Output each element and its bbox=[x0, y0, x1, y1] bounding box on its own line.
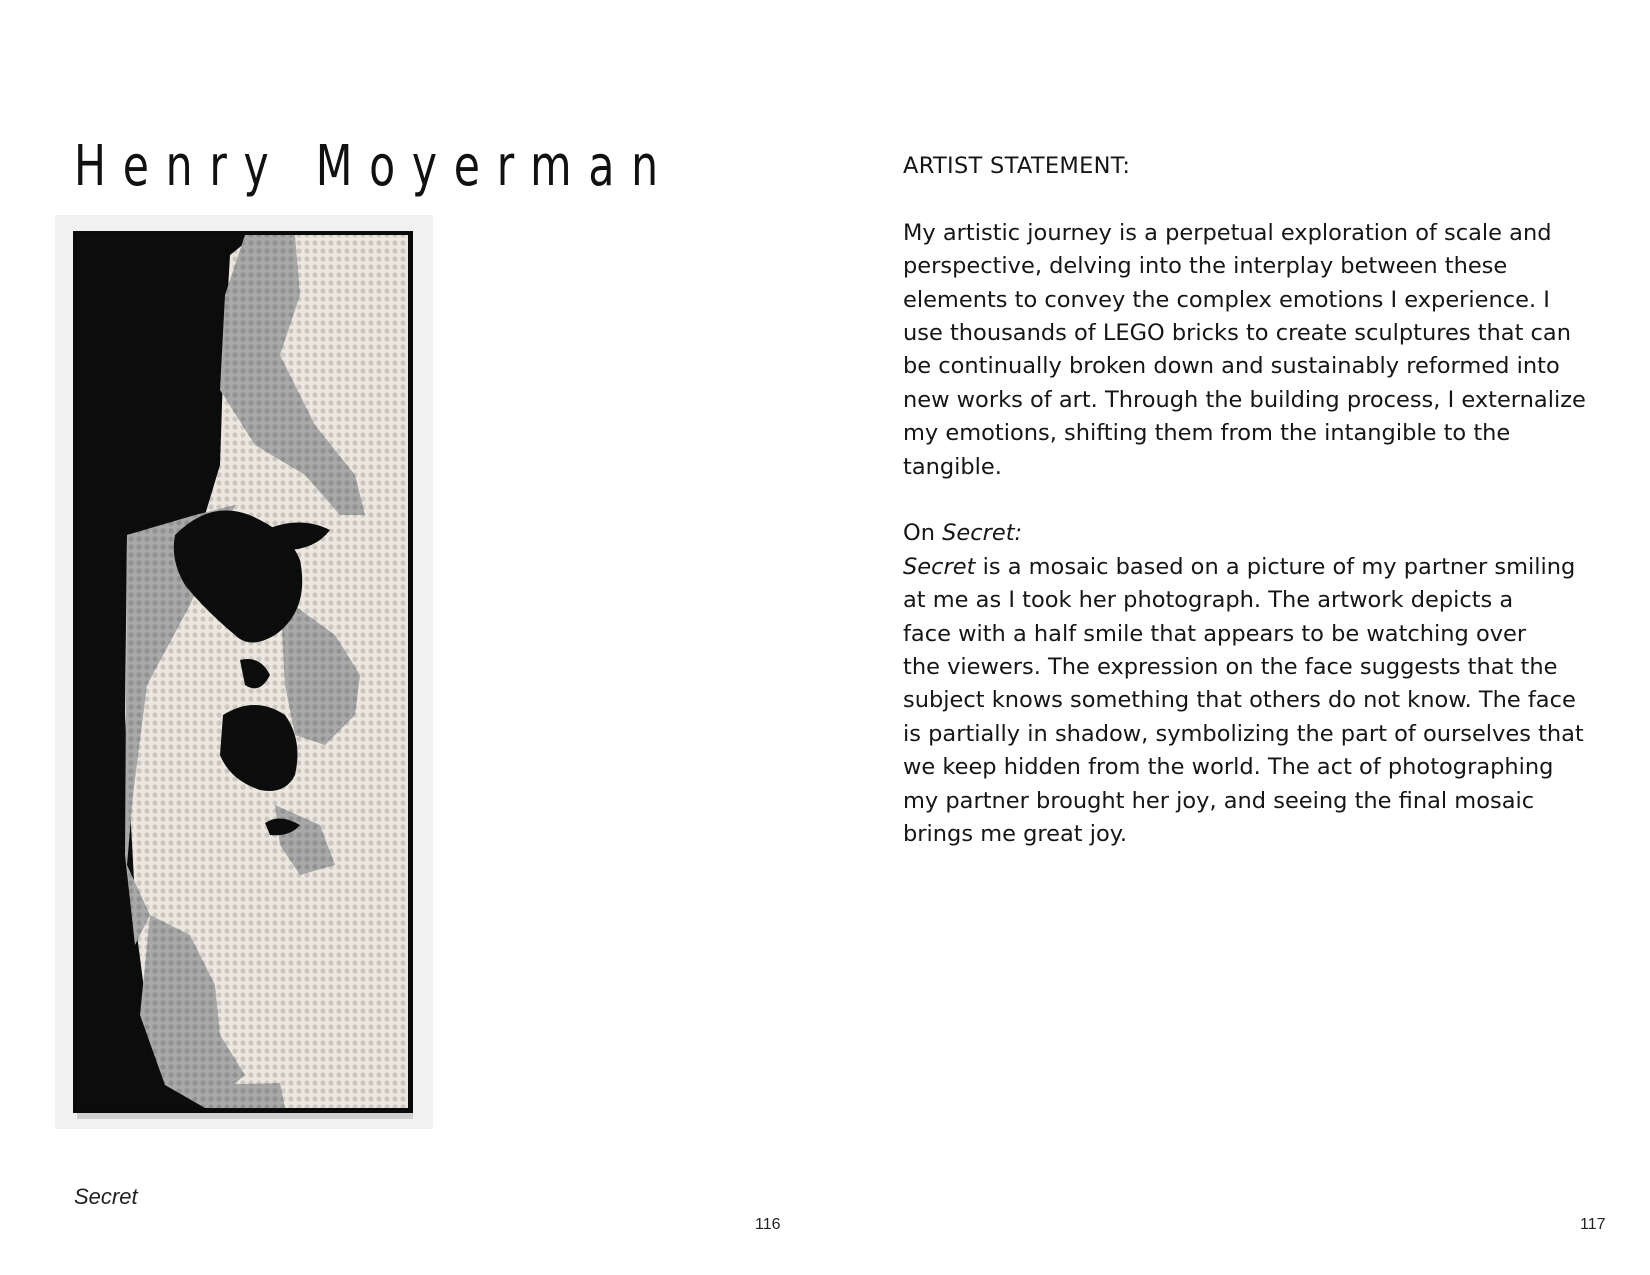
artwork-caption: Secret bbox=[74, 1184, 138, 1209]
on-secret-title: Secret: bbox=[942, 520, 1023, 547]
artwork-image bbox=[55, 215, 433, 1129]
secret-first-line-rest: is a mosaic based on a picture of my partner smiling bbox=[975, 553, 1576, 580]
secret-line: brings me great joy. bbox=[903, 821, 1128, 848]
on-secret-prefix: On bbox=[903, 520, 943, 547]
artist-name: Henry Moyerman bbox=[74, 134, 675, 199]
statement-line: My artistic journey is a perpetual exploration of scale and bbox=[903, 219, 1552, 246]
lego-mosaic-icon bbox=[55, 215, 433, 1129]
secret-line: at me as I took her photograph. The artwork depicts a bbox=[903, 587, 1514, 614]
statement-paragraph bbox=[903, 217, 1603, 484]
on-secret-heading bbox=[903, 517, 1603, 550]
statement-line: my emotions, shifting them from the intangible to the bbox=[903, 420, 1511, 447]
statement-line: be continually broken down and sustainably reformed into bbox=[903, 353, 1560, 380]
secret-line: face with a half smile that appears to be watching over bbox=[903, 620, 1527, 647]
secret-line: we keep hidden from the world. The act of photographing bbox=[903, 754, 1554, 781]
secret-lead-title: Secret bbox=[903, 553, 976, 580]
secret-line: my partner brought her joy, and seeing the final mosaic bbox=[903, 787, 1535, 814]
secret-line: is partially in shadow, symbolizing the part of ourselves that bbox=[903, 720, 1584, 747]
statement-line: use thousands of LEGO bricks to create sculptures that can bbox=[903, 320, 1571, 347]
statement-line: elements to convey the complex emotions I experience. I bbox=[903, 286, 1550, 313]
artist-statement-column bbox=[903, 150, 1603, 852]
secret-paragraph bbox=[903, 551, 1603, 852]
secret-line: subject knows something that others do not know. The face bbox=[903, 687, 1576, 714]
statement-line: tangible. bbox=[903, 453, 1002, 480]
statement-line: perspective, delving into the interplay between these bbox=[903, 253, 1508, 280]
secret-line bbox=[903, 551, 1603, 584]
statement-heading: ARTIST STATEMENT: bbox=[903, 153, 1131, 179]
statement-line: new works of art. Through the building process, I externalize bbox=[903, 386, 1586, 413]
secret-line: the viewers. The expression on the face suggests that the bbox=[903, 654, 1558, 681]
page-number-right: 117 bbox=[1580, 1216, 1606, 1233]
page-number-left: 116 bbox=[755, 1216, 781, 1233]
